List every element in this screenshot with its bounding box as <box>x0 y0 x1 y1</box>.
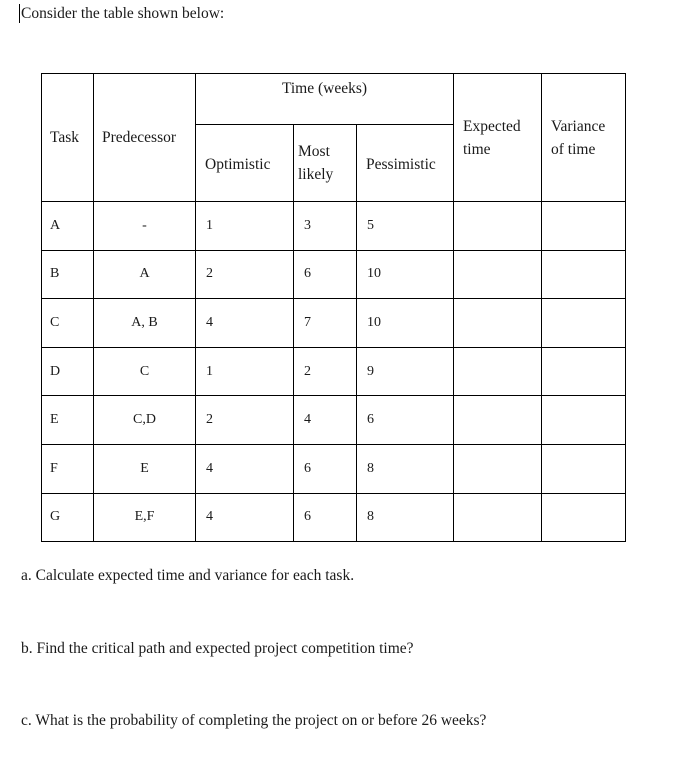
cell-task: G <box>42 493 94 542</box>
cell-most-likely: 6 <box>294 493 357 542</box>
cell-task: A <box>42 202 94 251</box>
cell-variance <box>542 493 626 542</box>
header-predecessor <box>94 74 196 202</box>
header-task-label: Task <box>50 128 80 146</box>
cell-task: F <box>42 444 94 493</box>
cell-predecessor: C,D <box>94 396 196 445</box>
cell-predecessor: C <box>94 347 196 396</box>
cell-most-likely: 3 <box>294 202 357 251</box>
cell-most-likely: 6 <box>294 250 357 299</box>
header-variance <box>542 74 626 202</box>
cell-most-likely: 4 <box>294 396 357 445</box>
cell-optimistic: 4 <box>196 299 294 348</box>
cell-pessimistic: 8 <box>357 444 454 493</box>
cell-optimistic: 2 <box>196 250 294 299</box>
cell-optimistic: 1 <box>196 347 294 396</box>
cell-task: C <box>42 299 94 348</box>
cell-expected-time <box>454 444 542 493</box>
cell-variance <box>542 444 626 493</box>
header-most-likely-line1: Most <box>298 143 330 160</box>
question-b: b. Find the critical path and expected project competition time? <box>21 640 414 657</box>
cell-task: E <box>42 396 94 445</box>
cell-task: D <box>42 347 94 396</box>
header-pessimistic <box>357 125 454 202</box>
header-time-group <box>196 74 454 125</box>
question-c: c. What is the probability of completing the project on or before 26 weeks? <box>21 712 487 729</box>
cell-predecessor: A, B <box>94 299 196 348</box>
header-task <box>42 74 94 202</box>
question-a: a. Calculate expected time and variance for each task. <box>21 567 355 584</box>
table-row <box>42 347 626 396</box>
cell-task: B <box>42 250 94 299</box>
cell-expected-time <box>454 250 542 299</box>
cell-variance <box>542 396 626 445</box>
header-most-likely-line2: likely <box>298 166 334 183</box>
header-row-1 <box>42 74 626 125</box>
cell-pessimistic: 10 <box>357 299 454 348</box>
table-row <box>42 299 626 348</box>
header-expected <box>454 74 542 202</box>
cell-expected-time <box>454 396 542 445</box>
header-most-likely <box>294 125 357 202</box>
cell-pessimistic: 8 <box>357 493 454 542</box>
cell-optimistic: 4 <box>196 493 294 542</box>
header-predecessor-label: Predecessor <box>102 128 177 146</box>
cell-predecessor: E <box>94 444 196 493</box>
cell-expected-time <box>454 347 542 396</box>
cell-predecessor: A <box>94 250 196 299</box>
cell-predecessor: E,F <box>94 493 196 542</box>
table-row <box>42 493 626 542</box>
intro-text: Consider the table shown below: <box>21 5 225 22</box>
header-expected-line2: time <box>463 140 491 158</box>
cell-expected-time <box>454 299 542 348</box>
pert-table <box>41 73 626 542</box>
table-row <box>42 396 626 445</box>
cell-most-likely: 6 <box>294 444 357 493</box>
header-variance-line2: of time <box>551 140 596 158</box>
table-row <box>42 250 626 299</box>
cell-pessimistic: 6 <box>357 396 454 445</box>
cell-variance <box>542 347 626 396</box>
cell-most-likely: 7 <box>294 299 357 348</box>
table-row <box>42 444 626 493</box>
header-expected-line1: Expected <box>463 117 521 135</box>
cell-optimistic: 1 <box>196 202 294 251</box>
cell-variance <box>542 299 626 348</box>
cell-predecessor: - <box>94 202 196 251</box>
cell-pessimistic: 5 <box>357 202 454 251</box>
header-pessimistic-label: Pessimistic <box>366 156 436 173</box>
cell-expected-time <box>454 202 542 251</box>
cell-most-likely: 2 <box>294 347 357 396</box>
cell-optimistic: 4 <box>196 444 294 493</box>
cell-variance <box>542 250 626 299</box>
cell-pessimistic: 9 <box>357 347 454 396</box>
header-time-label: Time (weeks) <box>281 80 368 97</box>
header-variance-line1: Variance <box>551 117 606 135</box>
header-optimistic <box>196 125 294 202</box>
text-cursor <box>19 4 20 23</box>
cell-variance <box>542 202 626 251</box>
cell-pessimistic: 10 <box>357 250 454 299</box>
cell-expected-time <box>454 493 542 542</box>
table-row <box>42 202 626 251</box>
header-optimistic-label: Optimistic <box>205 156 271 173</box>
cell-optimistic: 2 <box>196 396 294 445</box>
